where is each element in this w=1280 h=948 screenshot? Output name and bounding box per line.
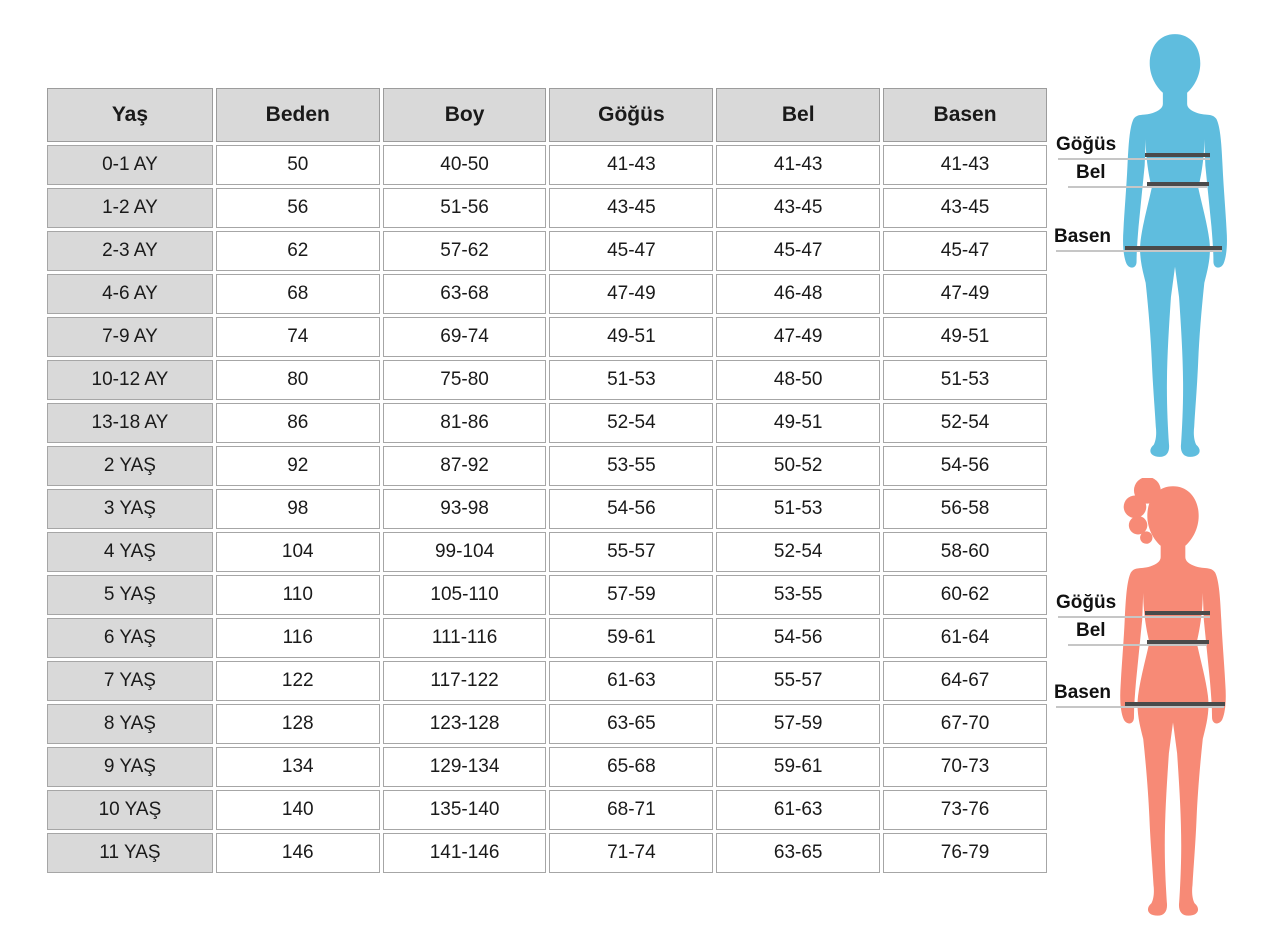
hip-measure-line-bottom: [1125, 702, 1225, 706]
value-cell: 51-56: [383, 188, 547, 228]
value-cell: 47-49: [716, 317, 880, 357]
value-cell: 59-61: [549, 618, 713, 658]
column-header: Yaş: [47, 88, 213, 142]
size-chart-table: [44, 85, 1050, 876]
table-row: [47, 360, 1047, 400]
value-cell: 57-59: [716, 704, 880, 744]
value-cell: 48-50: [716, 360, 880, 400]
age-cell: 7 YAŞ: [47, 661, 213, 701]
table-header-row: [47, 88, 1047, 142]
table-row: [47, 274, 1047, 314]
table-row: [47, 575, 1047, 615]
value-cell: 92: [216, 446, 380, 486]
value-cell: 47-49: [883, 274, 1047, 314]
value-cell: 73-76: [883, 790, 1047, 830]
value-cell: 61-63: [716, 790, 880, 830]
table-body: [47, 145, 1047, 873]
value-cell: 51-53: [883, 360, 1047, 400]
value-cell: 61-64: [883, 618, 1047, 658]
value-cell: 55-57: [549, 532, 713, 572]
value-cell: 53-55: [716, 575, 880, 615]
column-header: Bel: [716, 88, 880, 142]
value-cell: 63-68: [383, 274, 547, 314]
value-cell: 75-80: [383, 360, 547, 400]
value-cell: 69-74: [383, 317, 547, 357]
table-row: [47, 403, 1047, 443]
age-cell: 10 YAŞ: [47, 790, 213, 830]
waist-leader-line-bottom: [1068, 644, 1207, 646]
value-cell: 60-62: [883, 575, 1047, 615]
value-cell: 54-56: [883, 446, 1047, 486]
value-cell: 54-56: [716, 618, 880, 658]
table-row: [47, 790, 1047, 830]
value-cell: 43-45: [549, 188, 713, 228]
body-shape-pink: [1120, 478, 1226, 916]
hip-leader-line-bottom: [1056, 706, 1224, 708]
value-cell: 116: [216, 618, 380, 658]
value-cell: 81-86: [383, 403, 547, 443]
chest-measure-line-bottom: [1145, 611, 1210, 615]
value-cell: 62: [216, 231, 380, 271]
value-cell: 110: [216, 575, 380, 615]
value-cell: 63-65: [716, 833, 880, 873]
value-cell: 105-110: [383, 575, 547, 615]
value-cell: 129-134: [383, 747, 547, 787]
value-cell: 46-48: [716, 274, 880, 314]
waist-measure-line-top: [1147, 182, 1209, 186]
value-cell: 140: [216, 790, 380, 830]
value-cell: 49-51: [549, 317, 713, 357]
column-header: Basen: [883, 88, 1047, 142]
value-cell: 52-54: [716, 532, 880, 572]
ponytail-curl-1: [1124, 495, 1147, 518]
value-cell: 50: [216, 145, 380, 185]
age-cell: 8 YAŞ: [47, 704, 213, 744]
chest-leader-line-top: [1058, 158, 1210, 160]
value-cell: 54-56: [549, 489, 713, 529]
value-cell: 99-104: [383, 532, 547, 572]
value-cell: 50-52: [716, 446, 880, 486]
value-cell: 80: [216, 360, 380, 400]
table-row: [47, 618, 1047, 658]
table-row: [47, 231, 1047, 271]
column-header: Boy: [383, 88, 547, 142]
age-cell: 2-3 AY: [47, 231, 213, 271]
table-row: [47, 446, 1047, 486]
table-row: [47, 532, 1047, 572]
age-cell: 5 YAŞ: [47, 575, 213, 615]
value-cell: 76-79: [883, 833, 1047, 873]
ponytail-tip: [1140, 531, 1152, 543]
value-cell: 104: [216, 532, 380, 572]
waist-measure-line-bottom: [1147, 640, 1209, 644]
value-cell: 49-51: [883, 317, 1047, 357]
waist-label-top: Bel: [1076, 162, 1106, 183]
value-cell: 68-71: [549, 790, 713, 830]
value-cell: 67-70: [883, 704, 1047, 744]
value-cell: 68: [216, 274, 380, 314]
table-row: [47, 317, 1047, 357]
value-cell: 98: [216, 489, 380, 529]
value-cell: 43-45: [883, 188, 1047, 228]
value-cell: 58-60: [883, 532, 1047, 572]
age-cell: 2 YAŞ: [47, 446, 213, 486]
value-cell: 64-67: [883, 661, 1047, 701]
column-header: Göğüs: [549, 88, 713, 142]
value-cell: 134: [216, 747, 380, 787]
table-row: [47, 661, 1047, 701]
value-cell: 135-140: [383, 790, 547, 830]
value-cell: 52-54: [549, 403, 713, 443]
column-header: Beden: [216, 88, 380, 142]
table-row: [47, 188, 1047, 228]
age-cell: 11 YAŞ: [47, 833, 213, 873]
hip-measure-line-top: [1125, 246, 1222, 250]
value-cell: 53-55: [549, 446, 713, 486]
value-cell: 87-92: [383, 446, 547, 486]
age-cell: 7-9 AY: [47, 317, 213, 357]
value-cell: 117-122: [383, 661, 547, 701]
value-cell: 45-47: [549, 231, 713, 271]
value-cell: 41-43: [549, 145, 713, 185]
value-cell: 56: [216, 188, 380, 228]
value-cell: 63-65: [549, 704, 713, 744]
table-row: [47, 747, 1047, 787]
age-cell: 1-2 AY: [47, 188, 213, 228]
age-cell: 6 YAŞ: [47, 618, 213, 658]
value-cell: 41-43: [716, 145, 880, 185]
value-cell: 74: [216, 317, 380, 357]
table-row: [47, 489, 1047, 529]
value-cell: 56-58: [883, 489, 1047, 529]
value-cell: 47-49: [549, 274, 713, 314]
value-cell: 141-146: [383, 833, 547, 873]
age-cell: 4 YAŞ: [47, 532, 213, 572]
hip-label-bottom: Basen: [1054, 682, 1112, 703]
value-cell: 93-98: [383, 489, 547, 529]
value-cell: 40-50: [383, 145, 547, 185]
chest-label-top: Göğüs: [1056, 134, 1117, 155]
age-cell: 9 YAŞ: [47, 747, 213, 787]
hip-label-top: Basen: [1054, 226, 1112, 247]
value-cell: 51-53: [716, 489, 880, 529]
value-cell: 55-57: [716, 661, 880, 701]
value-cell: 122: [216, 661, 380, 701]
value-cell: 49-51: [716, 403, 880, 443]
chest-measure-line-top: [1145, 153, 1210, 157]
value-cell: 111-116: [383, 618, 547, 658]
age-cell: 3 YAŞ: [47, 489, 213, 529]
value-cell: 57-62: [383, 231, 547, 271]
value-cell: 86: [216, 403, 380, 443]
value-cell: 71-74: [549, 833, 713, 873]
value-cell: 43-45: [716, 188, 880, 228]
value-cell: 65-68: [549, 747, 713, 787]
age-cell: 10-12 AY: [47, 360, 213, 400]
chest-leader-line-bottom: [1058, 616, 1210, 618]
chest-label-bottom: Göğüs: [1056, 592, 1117, 613]
hip-leader-line-top: [1056, 250, 1222, 252]
age-cell: 13-18 AY: [47, 403, 213, 443]
value-cell: 61-63: [549, 661, 713, 701]
table-row: [47, 833, 1047, 873]
value-cell: 45-47: [716, 231, 880, 271]
value-cell: 123-128: [383, 704, 547, 744]
age-cell: 0-1 AY: [47, 145, 213, 185]
value-cell: 57-59: [549, 575, 713, 615]
value-cell: 45-47: [883, 231, 1047, 271]
waist-label-bottom: Bel: [1076, 620, 1106, 641]
value-cell: 70-73: [883, 747, 1047, 787]
waist-leader-line-top: [1068, 186, 1207, 188]
value-cell: 128: [216, 704, 380, 744]
value-cell: 59-61: [716, 747, 880, 787]
age-cell: 4-6 AY: [47, 274, 213, 314]
value-cell: 51-53: [549, 360, 713, 400]
value-cell: 52-54: [883, 403, 1047, 443]
value-cell: 146: [216, 833, 380, 873]
table-row: [47, 145, 1047, 185]
table-row: [47, 704, 1047, 744]
value-cell: 41-43: [883, 145, 1047, 185]
